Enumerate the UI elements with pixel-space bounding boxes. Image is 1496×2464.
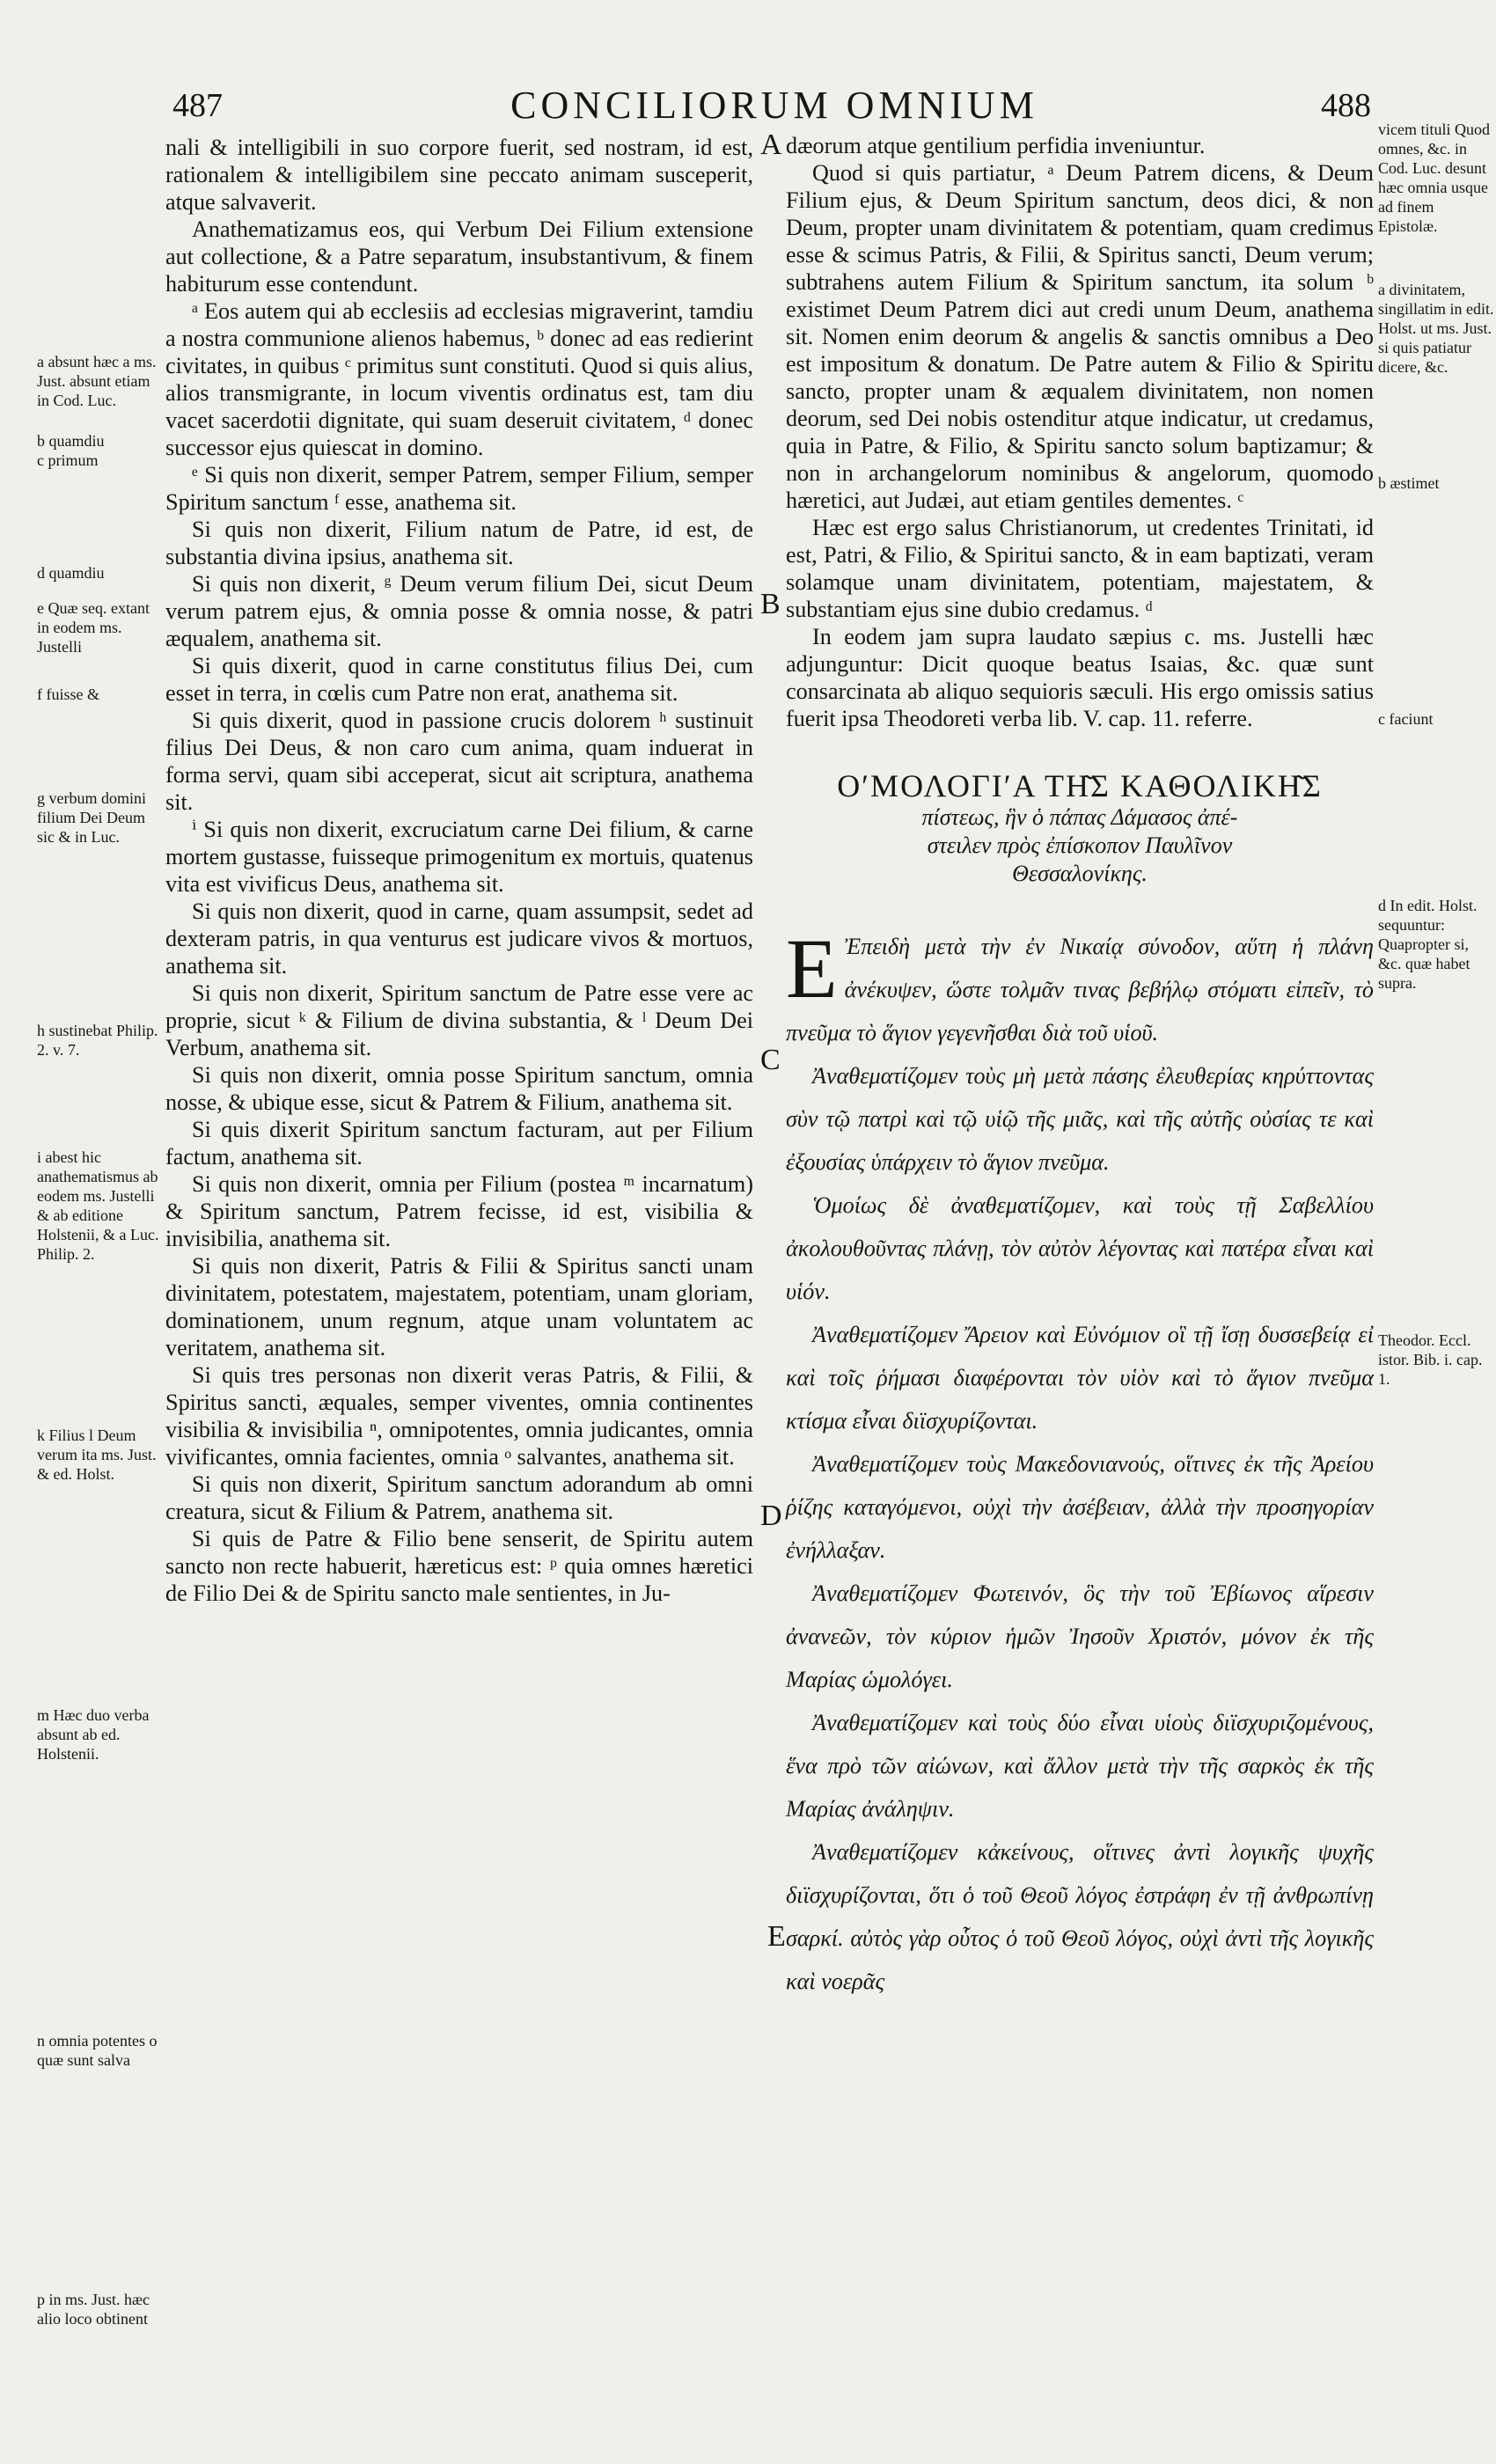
margin-note: a divinitatem, singillatim in edit. Holst. ut ms. Just. si quis patiatur dicere, &c. xyxy=(1378,281,1494,376)
paragraph: Si quis non dixerit, omnia posse Spiritum sanctum, omnia nosse, & ubique esse, sicut & Patrem & Filium, anathema sit. xyxy=(165,1062,753,1115)
paragraph: Si quis non dixerit, Filium natum de Patre, id est, de substantia divina ipsius, anathema sit. xyxy=(165,517,753,569)
page-number-right: 488 xyxy=(1321,87,1371,124)
margin-note: b æstimet xyxy=(1378,474,1440,492)
greek-subtitle-line: Θεσσαλονίκης. xyxy=(1012,861,1148,886)
paragraph: Si quis de Patre & Filio bene senserit, de Spiritu autem sancto non recte habuerit, hæreticus est: ᵖ quia omnes hæretici de Filio Dei & de Spiritu sancto male sentientes, in Ju- xyxy=(165,1526,753,1606)
margin-note: c faciunt xyxy=(1378,710,1434,728)
margin-note: d In edit. Holst. sequuntur: Quapropter si, &c. quæ habet supra. xyxy=(1378,897,1478,992)
margin-note: Theodor. Eccl. istor. Bib. i. cap. 1. xyxy=(1378,1331,1483,1388)
greek-paragraph: Ἀναθεματίζομεν καὶ τοὺς δύο εἶναι υἱοὺς διϊσχυριζομένους, ἕνα πρὸ τῶν αἰώνων, καὶ ἄλλον μετὰ τὴν τῆς σαρκὸς ἐκ τῆς Μαρίας ἀνάληψιν. xyxy=(786,1710,1374,1822)
left-column xyxy=(165,134,753,1607)
paragraph: ᵉ Si quis non dixerit, semper Patrem, semper Filium, semper Spiritum sanctum ᶠ esse, anathema sit. xyxy=(165,462,753,515)
greek-text xyxy=(786,921,1374,2003)
paragraph: Si quis dixerit Spiritum sanctum facturam, aut per Filium factum, anathema sit. xyxy=(165,1117,753,1170)
margin-note: p in ms. Just. hæc alio loco obtinent xyxy=(37,2291,150,2328)
margin-note: i abest hic anathematismus ab eodem ms. Justelli & ab editione Holstenii, & a Luc. Philip. 2. xyxy=(37,1148,159,1263)
greek-paragraph: Ἀναθεματίζομεν τοὺς Μακεδονιανούς, οἵτινες ἐκ τῆς Ἀρείου ῥίζης καταγόμενοι, οὐχὶ τὴν ἀσέβειαν, ἀλλὰ τὴν προσηγορίαν ἐνήλλαξαν. xyxy=(786,1451,1374,1563)
paragraph: Si quis tres personas non dixerit veras Patris, & Filii, & Spiritus sancti, æquales, semper viventes, omnia continentes visibilia & invisibilia ⁿ, omnipotentes, omnia judicantes, omnia vivificantes, omnia facientes, omnia ᵒ salvantes, anathema sit. xyxy=(165,1362,753,1470)
paragraph: ⁱ Si quis non dixerit, excruciatum carne Dei filium, & carne mortem gustasse, fuisseque primogenitum ex mortuis, quatenus vita est vivificus Deus, anathema sit. xyxy=(165,817,753,897)
paragraph: Anathematizamus eos, qui Verbum Dei Filium extensione aut collectione, & a Patre separatum, insubstantivum, & finem habiturum esse contendunt. xyxy=(165,216,753,297)
section-marker-b: B xyxy=(760,588,781,620)
margin-note: d quamdiu xyxy=(37,564,105,582)
greek-paragraph: Ἐπειδὴ μετὰ τὴν ἐν Νικαίᾳ σύνοδον, αὕτη ἡ πλάνη ἀνέκυψεν, ὥστε τολμᾶν τινας βεβήλῳ στόματι εἰπεῖν, τὸ πνεῦμα τὸ ἅγιον γεγενῆσθαι διὰ τοῦ υἱοῦ. xyxy=(786,934,1374,1045)
paragraph: Si quis non dixerit, omnia per Filium (postea ᵐ incarnatum) & Spiritum sanctum, Patrem fecisse, id est, visibilia & invisibilia, anathema sit. xyxy=(165,1171,753,1251)
margin-note: k Filius l Deum verum ita ms. Just. & ed. Holst. xyxy=(37,1426,157,1483)
margin-note: vicem tituli Quod omnes, &c. in Cod. Luc. desunt hæc omnia usque ad finem Epistolæ. xyxy=(1378,121,1490,235)
paragraph: nali & intelligibili in suo corpore fuerit, sed nostram, id est, rationalem & intelligibilem sine peccato animam susceperit, atque salvaverit. xyxy=(165,135,753,215)
running-head: CONCILIORUM OMNIUM xyxy=(510,84,1038,127)
right-column xyxy=(786,132,1374,2003)
section-marker-a: A xyxy=(760,128,782,161)
paragraph: Si quis non dixerit, Spiritum sanctum adorandum ab omni creatura, sicut & Filium & Patrem, anathema sit. xyxy=(165,1471,753,1524)
greek-subtitle xyxy=(786,803,1374,888)
paragraph: In eodem jam supra laudato sæpius c. ms. Justelli hæc adjunguntur: Dicit quoque beatus Isaias, &c. quæ sunt consarcinata ab aliquo sequioris sæculi. His ergo omissis satius fuerit ipsa Theodoreti verba lib. V. cap. 11. referre. xyxy=(786,624,1374,731)
greek-paragraph: Ἀναθεματίζομεν κἀκείνους, οἵτινες ἀντὶ λογικῆς ψυχῆς διϊσχυρίζονται, ὅτι ὁ τοῦ Θεοῦ λόγος ἐστράφη ἐν τῇ ἀνθρωπίνῃ σαρκί. αὐτὸς γὰρ οὗτος ὁ τοῦ Θεοῦ λόγος, οὐχὶ ἀντὶ τῆς λογικῆς καὶ νοερᾶς xyxy=(786,1839,1374,1994)
greek-heading: ΟʹΜΟΛΟΓΙʹΑ ΤΗ͂Σ ΚΑΘΟΛΙΚΗ͂Σ xyxy=(837,768,1323,803)
paragraph: Si quis non dixerit, quod in carne, quam assumpsit, sedet ad dexteram patris, in qua venturus est judicare vivos & mortuos, anathema sit. xyxy=(165,898,753,979)
paragraph: ᵃ Eos autem qui ab ecclesiis ad ecclesias migraverint, tamdiu a nostra communione alienos habemus, ᵇ donec ad eas redierint civitates, in quibus ᶜ primitus sunt constituti. Quod si quis alius, alios transmigrante, in locum viventis ordinatus est, tam diu vacet sacerdotii dignitate, qui suam deseruit civitatem, ᵈ donec successor ejus quiescat in domino. xyxy=(165,298,753,460)
margin-note: g verbum domini filium Dei Deum sic & in Luc. xyxy=(37,789,146,846)
paragraph: Hæc est ergo salus Christianorum, ut credentes Trinitati, id est, Patri, & Filio, & Spiritui sancto, & in eam baptizati, veram solamque unam divinitatem, potentiam, majestatem, & substantiam ejus sine dubio credamus. ᵈ xyxy=(786,515,1374,622)
page-number-left: 487 xyxy=(172,87,223,124)
paragraph: Si quis non dixerit, Patris & Filii & Spiritus sancti unam divinitatem, potestatem, majestatem, potentiam, unam gloriam, dominationem, unum regnum, atque unam voluntatem ac veritatem, anathema sit. xyxy=(165,1253,753,1360)
margin-note: a absunt hæc a ms. Just. absunt etiam in Cod. Luc. xyxy=(37,353,157,409)
paragraph: Si quis dixerit, quod in passione crucis dolorem ʰ sustinuit filius Dei Deus, & non caro cum anima, quam induerat in forma servi, quam sibi acceperat, sicut ait scriptura, anathema sit. xyxy=(165,708,753,815)
greek-paragraph: Ἀναθεματίζομεν τοὺς μὴ μετὰ πάσης ἐλευθερίας κηρύττοντας σὺν τῷ πατρὶ καὶ τῷ υἱῷ τῆς μιᾶς, καὶ τῆς αὐτῆς οὐσίας τε καὶ ἐξουσίας ὑπάρχειν τὸ ἅγιον πνεῦμα. xyxy=(786,1063,1374,1175)
margin-note: n omnia potentes o quæ sunt salva xyxy=(37,2032,158,2069)
paragraph: dæorum atque gentilium perfidia inveniuntur. xyxy=(786,133,1206,158)
paragraph: Si quis non dixerit, Spiritum sanctum de Patre esse vere ac proprie, sicut ᵏ & Filium de divina substantia, & ˡ Deum Dei Verbum, anathema sit. xyxy=(165,980,753,1060)
section-marker-e: E xyxy=(767,1920,786,1953)
paragraph: Quod si quis partiatur, ᵃ Deum Patrem dicens, & Deum Filium ejus, & Deum Spiritum sanctum, deos dici, & non Deum, propter unam divinitatem & potentiam, quam credimus esse & scimus Patris, & Filii, & Spiritus sancti, Deum verum; subtrahens autem Filium & Spiritum sanctum, ita solum ᵇ existimet Deum Patrem dici aut credi unum Deum, anathema sit. Nomen enim deorum & angelis & sanctis omnibus a Deo est impositum & donatum. De Patre autem & Filio & Spiritu sancto, propter unam & æqualem divinitatem, non nomen deorum, sed Dei nobis ostenditur atque indicatur, ut credamus, quia in Patre, & Filio, & Spiritu sancto solum baptizamur; & non in archangelorum nominibus & angelorum, quomodo hæretici, aut Judæi, aut etiam gentiles dementes. ᶜ xyxy=(786,160,1374,513)
section-marker-c: C xyxy=(760,1044,781,1076)
greek-paragraph: Ἀναθεματίζομεν Ἄρειον καὶ Εὐνόμιον οἳ τῇ ἴσῃ δυσσεβείᾳ εἰ καὶ τοῖς ῥήμασι διαφέρονται τὸν υἱὸν καὶ τὸ ἅγιον πνεῦμα κτίσμα εἶναι διϊσχυρίζονται. xyxy=(786,1322,1374,1434)
margin-note: e Quæ seq. extant in eodem ms. Justelli xyxy=(37,599,150,656)
paragraph: Si quis dixerit, quod in carne constitutus filius Dei, cum esset in terra, in cœlis cum Patre non erat, anathema sit. xyxy=(165,653,753,706)
margin-note: m Hæc duo verba absunt ab ed. Holstenii. xyxy=(37,1706,150,1763)
margin-note: f fuisse & xyxy=(37,686,99,703)
drop-cap: E xyxy=(786,921,838,1016)
greek-subtitle-line: στειλεν πρὸς ἐπίσκοπον Παυλῖνον xyxy=(927,832,1233,858)
margin-note: b quamdiu xyxy=(37,432,105,450)
paragraph: Si quis non dixerit, ᵍ Deum verum filium Dei, sicut Deum verum patrem ejus, & omnia posse & omnia nosse, & patri æqualem, anathema sit. xyxy=(165,571,753,651)
greek-paragraph: Ἀναθεματίζομεν Φωτεινόν, ὃς τὴν τοῦ Ἐβίωνος αἵρεσιν ἀνανεῶν, τὸν κύριον ἡμῶν Ἰησοῦν Χριστόν, μόνον ἐκ τῆς Μαρίας ὡμολόγει. xyxy=(786,1580,1374,1692)
greek-paragraph: Ὁμοίως δὲ ἀναθεματίζομεν, καὶ τοὺς τῇ Σαβελλίου ἀκολουθοῦντας πλάνῃ, τὸν αὐτὸν λέγοντας καὶ πατέρα εἶναι καὶ υἱόν. xyxy=(786,1192,1374,1304)
margin-note: c primum xyxy=(37,451,99,469)
section-marker-d: D xyxy=(760,1500,782,1532)
margin-note: h sustinebat Philip. 2. v. 7. xyxy=(37,1022,158,1059)
greek-subtitle-line: πίστεως, ἣν ὁ πάπας Δάμασος ἀπέ- xyxy=(921,804,1238,830)
